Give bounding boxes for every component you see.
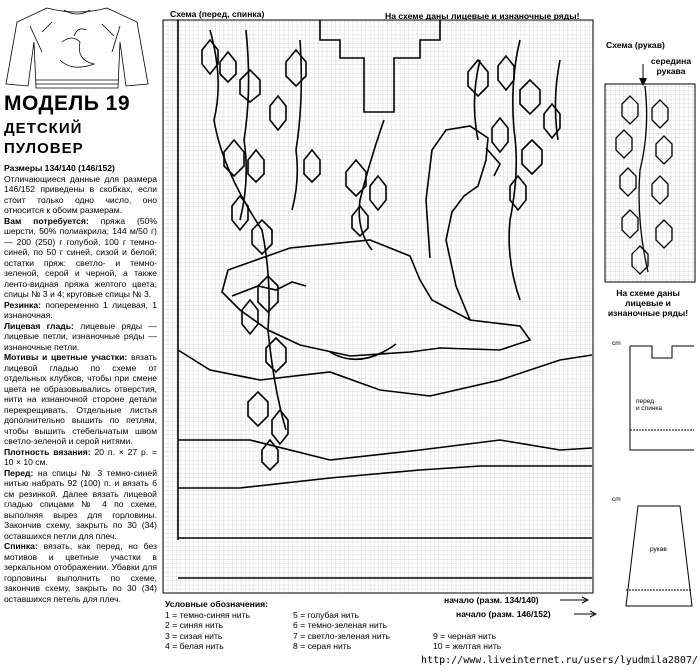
back-label: Спинка: (4, 541, 38, 551)
model-title: МОДЕЛЬ 19 (4, 92, 131, 115)
sizes-label: Размеры 134/140 (146/152) (4, 163, 115, 173)
legend (165, 599, 585, 652)
sleeve-note-line-3: изнаночные ряды! (607, 308, 689, 318)
materials-label: Вам потребуется: (4, 215, 89, 226)
start-label-1: начало (разм. 134/140) (444, 595, 539, 605)
start-label-2: начало (разм. 146/152) (456, 609, 551, 619)
stockinette-body: лицевые ряды — лицевые петли, изнаночные ряды — изнаночные петли. (4, 320, 158, 352)
legend-item: 4 = белая нить (165, 641, 224, 652)
motifs-body: вязать лицевой гладью по схеме от отдельных клубков, чтобы при смене цвета не образовывались отверстия, нити на изнаночной стороне детали перекрещивать. Отдельные листья дополнительно вышить по петлям, чтобы вышить стебельчатым швом светло-зеленой и серой нитями. (4, 352, 158, 446)
legend-item: 2 = синяя нить (165, 620, 224, 631)
legend-item: 5 = голубая нить (293, 609, 360, 620)
legend-item: 10 = желтая нить (433, 641, 502, 652)
legend-item: 6 = темно-зеленая нить (293, 620, 388, 631)
legend-item: 1 = темно-синяя нить (165, 609, 250, 620)
legend-title: Условные обозначения: (165, 599, 268, 609)
sleeve-note-line-1: На схеме даны (616, 288, 680, 298)
sleeve-middle-label-line-2: рукава (656, 66, 686, 76)
sleeve-middle-label-line-1: середина (650, 56, 692, 66)
cm-unit-sleeve: cm (612, 496, 621, 503)
front-back-label-line-1: перед (636, 398, 655, 405)
back-body: вязать, как перед, но без мотивов и цветные участки в зеркальном отображении. Убавки для горловины выполнить по схеме, закончив схему, закрыть по 30 (34) оставшихся петель для плеч. (4, 541, 157, 604)
sleeve-note (598, 288, 698, 318)
rib-body: попеременно 1 лицевая, 1 изнаночная. (4, 299, 157, 320)
main-chart-note: На схеме даны лицевые и изнаночные ряды! (385, 11, 580, 21)
legend-item: 7 = светло-зеленая нить (293, 630, 390, 641)
legend-item: 3 = сизая нить (165, 630, 223, 641)
legend-item: 8 = серая нить (293, 641, 352, 652)
sleeve-chart-title: Схема (рукав) (606, 40, 665, 50)
subtitle-line-2: ПУЛОВЕР (4, 140, 84, 157)
main-chart-grid (163, 20, 593, 593)
subtitle-line-1: ДЕТСКИЙ (4, 120, 83, 137)
gauge-body: 20 п. × 27 р. = 10 × 10 см. (4, 446, 157, 467)
gauge-label: Плотность вязания: (4, 446, 91, 457)
sleeve-note-line-2: лицевые и (625, 298, 671, 308)
sleeve-schematic (626, 506, 692, 606)
front-back-label (636, 398, 696, 412)
cm-unit-front: cm (612, 340, 621, 347)
sleeve-middle-label (646, 56, 696, 76)
main-chart-title: Схема (перед, спинка) (170, 9, 265, 19)
front-back-label-line-2: и спинка (636, 405, 663, 412)
stockinette-label: Лицевая гладь: (4, 320, 74, 331)
sleeve-schematic-label: рукав (650, 546, 667, 553)
sleeve-chart-grid (605, 84, 695, 282)
legend-item: 9 = черная нить (433, 630, 497, 641)
front-body: на спицы № 3 темно-синей нитью набрать 92 (100) п. и вязать 6 см резинкой. Далее вязать лицевой гладью спицами № 4 по схеме, выполняя вырез для горловины. Закончив схему, закрыть по 30 (34) оставшихся петли для плеч. (4, 467, 157, 541)
sizes-body: Отличающиеся данные для размера 146/152 приведены в скобках, если стоит только одно число, оно относится к обоим размерам. (4, 173, 157, 215)
materials-body: пряжа (50% шерсти, 50% полиакрила; 144 м/50 г) — 200 (250) г голубой, 100 г темно-синей, по 50 г синей, сизой и белой; остатки пряж: светло- и темно-зеленой, серой и черной, а также ленто-видная пряжа желтого цвета; спицы № 3 и 4; круговые спицы № 3. (4, 215, 158, 299)
source-url: http://www.liveinternet.ru/users/lyudmila2807/ (421, 655, 698, 666)
front-label: Перед: (4, 467, 34, 478)
rib-label: Резинка: (4, 299, 41, 310)
motifs-label: Мотивы и цветные участки: (4, 352, 128, 362)
